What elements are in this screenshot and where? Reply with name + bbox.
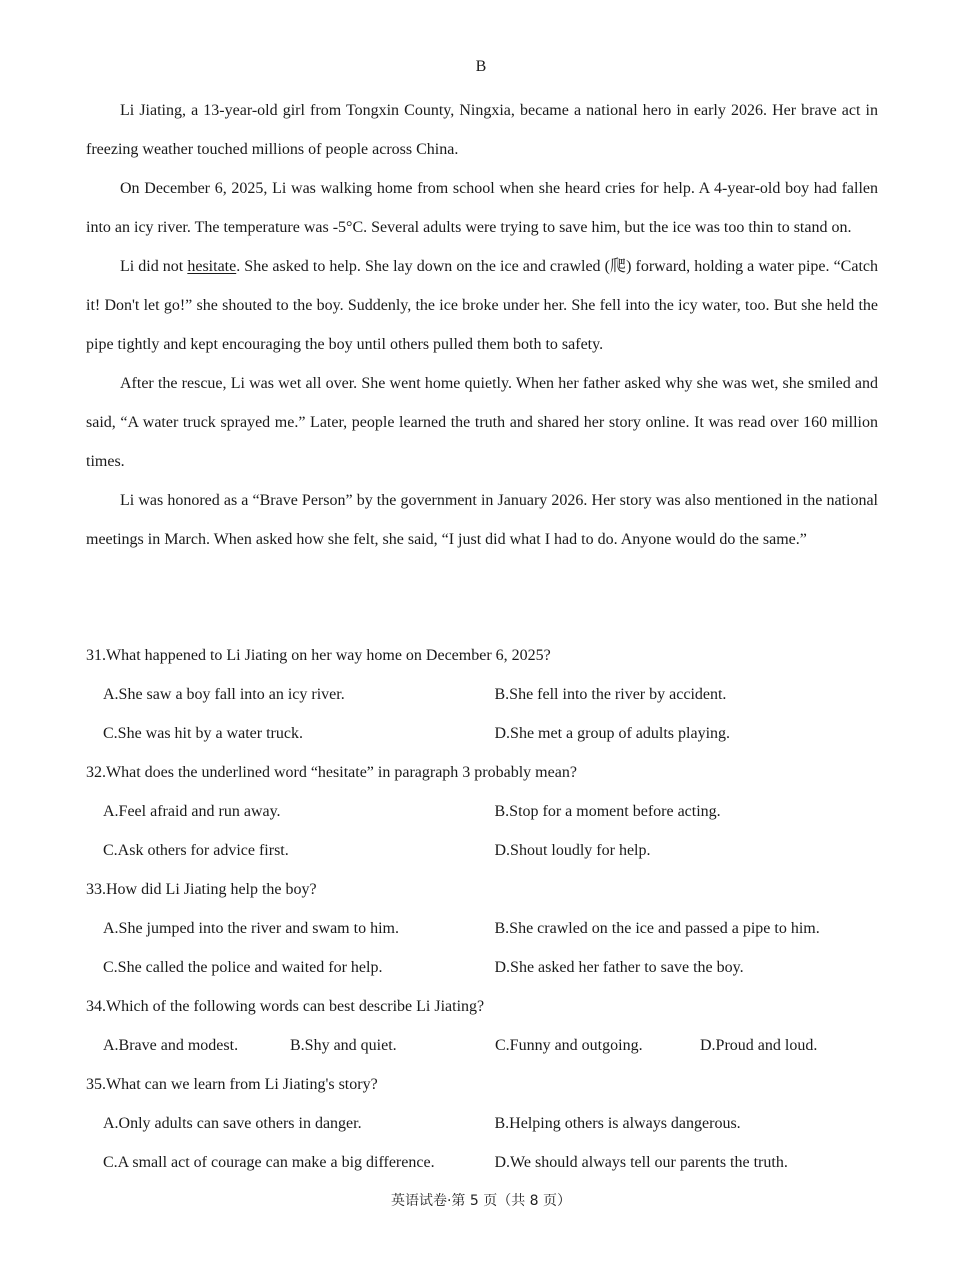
passage-paragraph-2: On December 6, 2025, Li was walking home from school when she heard cries for help. A 4-year-old boy had fallen into an icy river. The temperature was -5°C. Several adults were trying to save him, but the ice was too thin to stand on. [86,180,878,236]
reading-passage [86,91,878,559]
option-c: C.She called the police and waited for help. [103,959,383,976]
option-a: A.Feel afraid and run away. [103,803,281,820]
option-d: D.We should always tell our parents the truth. [494,1154,788,1171]
option-b: B.She fell into the river by accident. [494,686,727,703]
option-a: A.Brave and modest. [103,1037,239,1054]
option-b: B.Stop for a moment before acting. [494,803,721,820]
passage-paragraph-5: Li was honored as a “Brave Person” by the government in January 2026. Her story was also mentioned in the national meetings in March. When asked how she felt, she said, “I just did what I had to do. Anyone would do the same.” [86,492,878,548]
question-stem: 33.How did Li Jiating help the boy? [86,881,317,898]
question-stem: 35.What can we learn from Li Jiating's story? [86,1076,378,1093]
option-a: A.Only adults can save others in danger. [103,1115,362,1132]
option-a: A.She saw a boy fall into an icy river. [103,686,345,703]
option-d: D.She asked her father to save the boy. [494,959,744,976]
option-d: D.Shout loudly for help. [494,842,651,859]
passage-paragraph-3 [86,247,878,364]
page-footer: 英语试卷·第 5 页（共 8 页） [390,1193,572,1209]
underlined-word: hesitate [187,258,237,275]
option-d: D.She met a group of adults playing. [494,725,731,742]
option-row [86,792,886,831]
question-33 [86,870,886,987]
question-stem: 34.Which of the following words can best describe Li Jiating? [86,998,485,1015]
option-b: B.Shy and quiet. [290,1037,397,1054]
option-row [86,714,886,753]
question-list [86,636,886,1182]
passage-paragraph-1: Li Jiating, a 13-year-old girl from Tongxin County, Ningxia, became a national hero in early 2026. Her brave act in freezing weather touched millions of people across China. [86,102,878,158]
section-label: B [475,58,487,75]
option-c: C.Ask others for advice first. [103,842,289,859]
question-31 [86,636,886,753]
option-row [86,948,886,987]
option-c: C.A small act of courage can make a big difference. [103,1154,435,1171]
option-b: B.Helping others is always dangerous. [494,1115,741,1132]
option-a: A.She jumped into the river and swam to him. [103,920,399,937]
option-row [86,1026,886,1065]
option-row [86,909,886,948]
passage-paragraph-4: After the rescue, Li was wet all over. She went home quietly. When her father asked why she was wet, she smiled and said, “A water truck sprayed me.” Later, people learned the truth and shared her story online. It was read over 160 million times. [86,375,878,470]
option-row [86,1143,886,1182]
option-row [86,675,886,714]
question-35 [86,1065,886,1182]
option-b: B.She crawled on the ice and passed a pipe to him. [494,920,820,937]
question-32 [86,753,886,870]
question-stem: 31.What happened to Li Jiating on her way home on December 6, 2025? [86,647,551,664]
option-row [86,831,886,870]
paragraph-3-lead: Li did not [120,258,188,275]
option-d: D.Proud and loud. [700,1037,818,1054]
question-34 [86,987,886,1065]
option-row [86,1104,886,1143]
question-stem: 32.What does the underlined word “hesitate” in paragraph 3 probably mean? [86,764,577,781]
option-c: C.She was hit by a water truck. [103,725,303,742]
option-c: C.Funny and outgoing. [495,1037,643,1054]
paragraph-3-rest: . She asked to help. She lay down on the ice and crawled (爬) forward, holding a water pipe. “Catch it! Don't let go!” she shouted to the boy. Suddenly, the ice broke under her. She fell into the icy water, too. But she held the pipe tightly and kept encouraging the boy until others pulled them both to safety. [86,258,879,353]
